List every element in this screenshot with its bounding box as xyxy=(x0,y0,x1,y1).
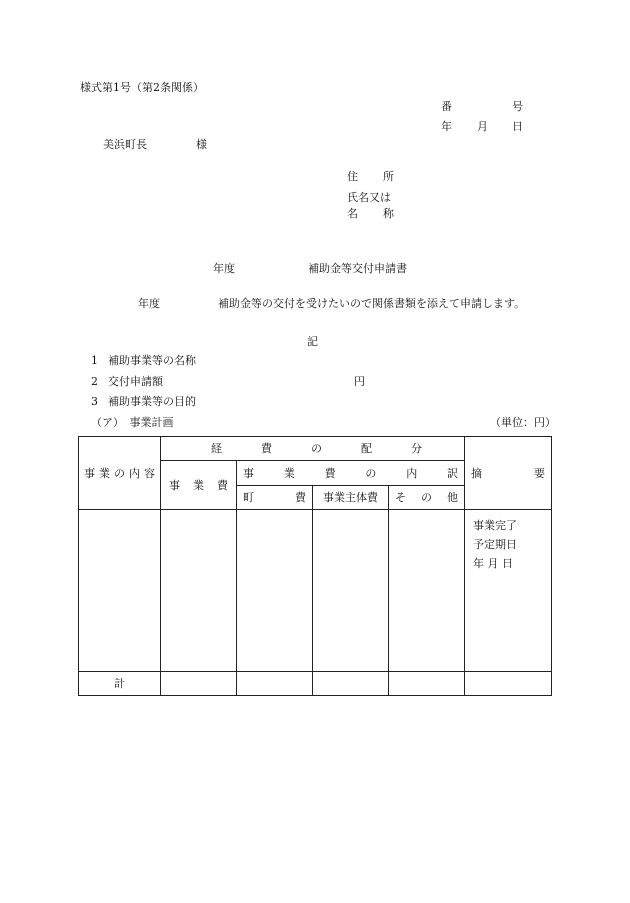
expense-distribution-header: 経 費 の 配 分 xyxy=(161,437,465,461)
address-label-2: 所 xyxy=(383,170,394,183)
date-year-label: 年 xyxy=(441,120,452,133)
content-cell xyxy=(79,510,161,672)
remarks-line-3: 年 月 日 xyxy=(473,557,513,570)
other-cost-cell xyxy=(389,510,465,672)
remarks-line-1: 事業完了 xyxy=(473,519,517,532)
total-remarks xyxy=(465,672,552,696)
name-label-line2-2: 称 xyxy=(383,207,394,220)
operator-cost-cell xyxy=(313,510,389,672)
project-cost-header: 事 業 費 xyxy=(161,461,237,510)
project-plan-table xyxy=(78,436,552,696)
title-year: 年度 xyxy=(213,262,235,275)
item-3-text: 補助事業等の目的 xyxy=(108,395,196,408)
project-cost-cell xyxy=(161,510,237,672)
operator-cost-header: 事業主体費 xyxy=(313,486,389,510)
name-label-line2-1: 名 xyxy=(347,207,358,220)
name-label-line1: 氏名又は xyxy=(347,191,391,204)
number-label-ban: 番 xyxy=(441,100,452,113)
addressee-honorific: 様 xyxy=(196,138,207,151)
unit-label: （単位：円） xyxy=(490,416,556,429)
item-2-text: 交付申請額 xyxy=(108,375,163,388)
remarks-cell xyxy=(465,510,552,672)
document-title: 補助金等交付申請書 xyxy=(308,262,407,275)
item-1-number: 1 xyxy=(91,354,98,367)
yen-label: 円 xyxy=(354,375,365,388)
plan-caption: （ア） 事業計画 xyxy=(91,416,174,429)
addressee-name: 美浜町長 xyxy=(103,138,147,151)
number-label-go: 号 xyxy=(512,100,523,113)
remarks-line-2: 予定期日 xyxy=(473,538,517,551)
date-day-label: 日 xyxy=(512,120,523,133)
total-project-cost xyxy=(161,672,237,696)
breakdown-header: 事 業 費 の 内 訳 xyxy=(237,461,465,486)
body-year: 年度 xyxy=(138,297,160,310)
total-operator-cost xyxy=(313,672,389,696)
remarks-header: 摘 要 xyxy=(465,437,552,510)
total-other-cost xyxy=(389,672,465,696)
town-cost-cell xyxy=(237,510,313,672)
body-text: 補助金等の交付を受けたいので関係書類を添えて申請します。 xyxy=(218,297,526,310)
item-2-number: 2 xyxy=(91,375,98,388)
total-town-cost xyxy=(237,672,313,696)
form-number: 様式第1号（第2条関係） xyxy=(80,81,204,94)
content-header: 事 業 の 内 容 xyxy=(79,437,161,510)
item-1-text: 補助事業等の名称 xyxy=(108,354,196,367)
ki-label: 記 xyxy=(307,335,318,348)
address-label-1: 住 xyxy=(347,170,358,183)
date-month-label: 月 xyxy=(477,120,488,133)
town-cost-header: 町 費 xyxy=(237,486,313,510)
other-cost-header: そ の 他 xyxy=(389,486,465,510)
total-label: 計 xyxy=(79,672,161,696)
item-3-number: 3 xyxy=(91,395,98,408)
